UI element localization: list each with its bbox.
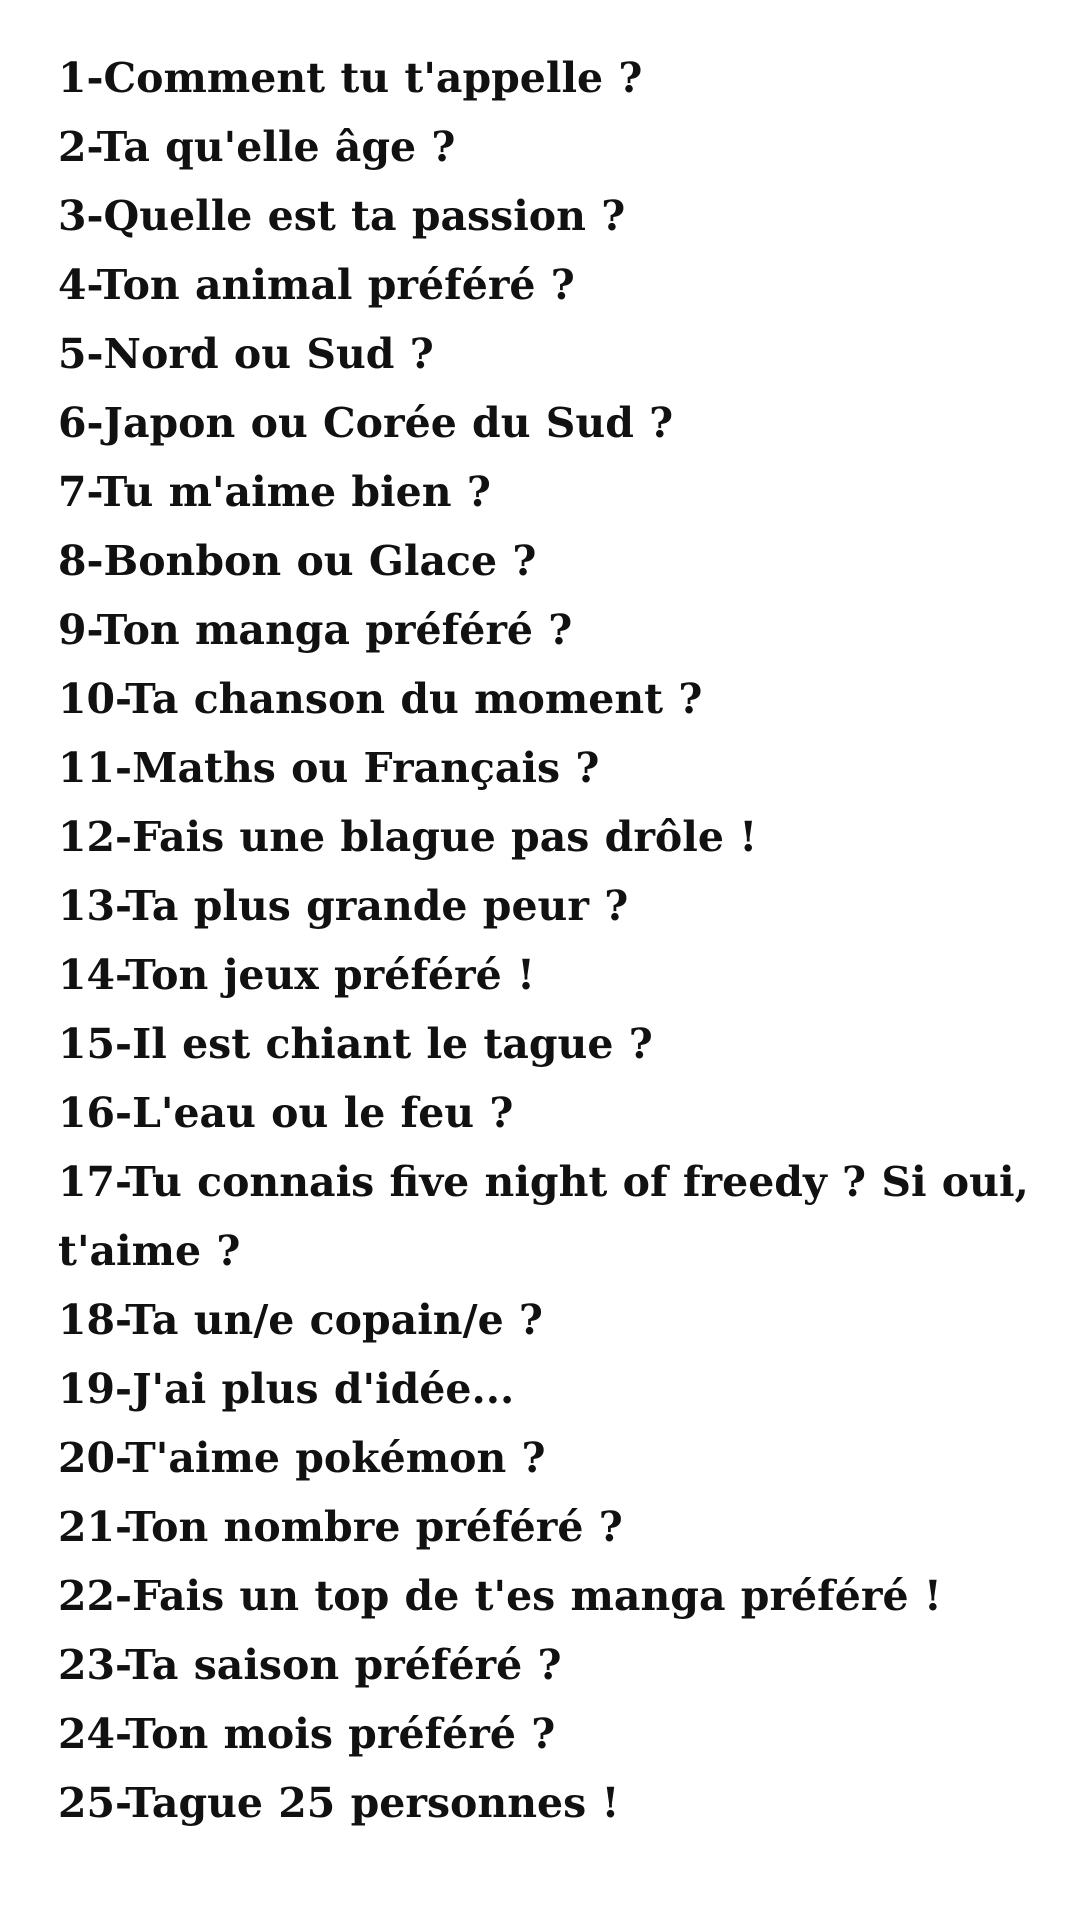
- question-item: 21-Ton nombre préféré ?: [58, 1503, 623, 1551]
- question-list: [58, 44, 1048, 1838]
- question-item: 1-Comment tu t'appelle ?: [58, 54, 643, 102]
- question-item: 11-Maths ou Français ?: [58, 744, 600, 792]
- question-item: 18-Ta un/e copain/e ?: [58, 1296, 543, 1344]
- question-item: 20-T'aime pokémon ?: [58, 1434, 546, 1482]
- question-item: 7-Tu m'aime bien ?: [58, 468, 491, 516]
- question-item: 24-Ton mois préféré ?: [58, 1710, 556, 1758]
- question-item: 19-J'ai plus d'idée...: [58, 1365, 515, 1413]
- question-item: 4-Ton animal préféré ?: [58, 261, 575, 309]
- questionnaire-document: [58, 44, 1048, 1838]
- question-item: 6-Japon ou Corée du Sud ?: [58, 399, 674, 447]
- question-item: 15-Il est chiant le tague ?: [58, 1020, 653, 1068]
- question-item: 17-Tu connais five night of freedy ? Si oui, t'aime ?: [58, 1158, 1029, 1275]
- question-item: 3-Quelle est ta passion ?: [58, 192, 626, 240]
- question-item: 22-Fais un top de t'es manga préféré !: [58, 1572, 942, 1620]
- question-item: 14-Ton jeux préféré !: [58, 951, 536, 999]
- question-item: 10-Ta chanson du moment ?: [58, 675, 703, 723]
- question-item: 25-Tague 25 personnes !: [58, 1779, 620, 1827]
- question-item: 23-Ta saison préféré ?: [58, 1641, 562, 1689]
- question-item: 12-Fais une blague pas drôle !: [58, 813, 758, 861]
- question-item: 16-L'eau ou le feu ?: [58, 1089, 514, 1137]
- question-item: 9-Ton manga préféré ?: [58, 606, 573, 654]
- question-item: 5-Nord ou Sud ?: [58, 330, 434, 378]
- question-item: 13-Ta plus grande peur ?: [58, 882, 629, 930]
- question-item: 2-Ta qu'elle âge ?: [58, 123, 456, 171]
- question-item: 8-Bonbon ou Glace ?: [58, 537, 537, 585]
